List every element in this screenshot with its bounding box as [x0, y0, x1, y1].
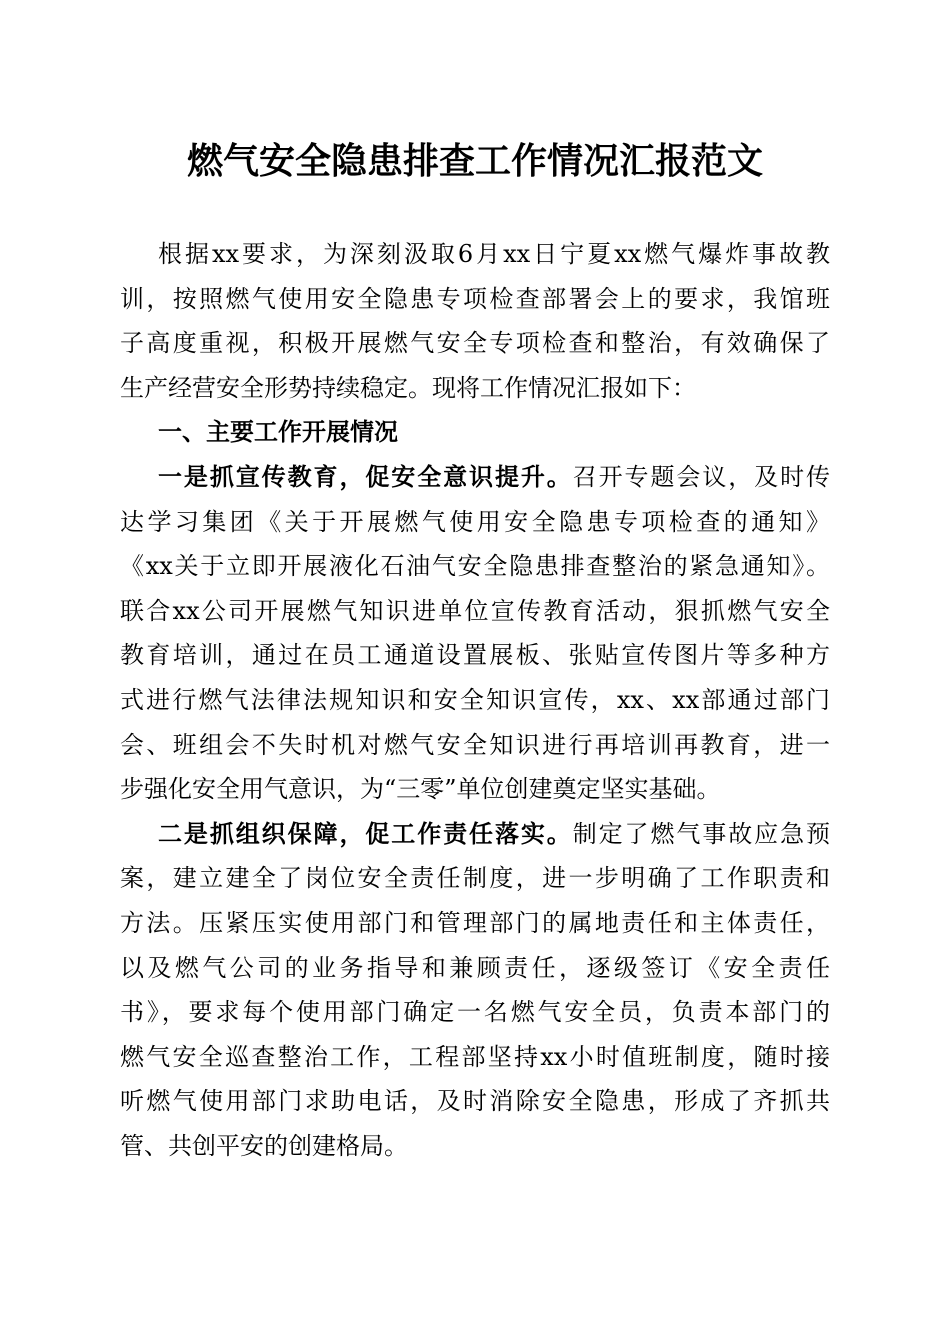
- para1-line: 会、班组会不失时机对燃气安全知识进行再培训再教育，进一: [120, 730, 830, 759]
- para2-line: 案，建立建全了岗位安全责任制度，进一步明确了工作职责和: [120, 864, 830, 893]
- intro-line: 训，按照燃气使用安全隐患专项检查部署会上的要求，我馆班: [120, 284, 830, 313]
- intro-line: 生产经营安全形势持续稳定。现将工作情况汇报如下：: [120, 373, 696, 402]
- para1-line: 达学习集团《关于开展燃气使用安全隐患专项检查的通知》: [120, 507, 830, 536]
- intro-line: 根据xx要求，为深刻汲取6月xx日宁夏xx燃气爆炸事故教: [158, 240, 830, 268]
- para1-first-rest: 召开专题会议，及时传: [572, 462, 830, 491]
- para2-lead: 二是抓组织保障，促工作责任落实。: [158, 818, 573, 848]
- section-heading: 一、主要工作开展情况: [158, 418, 398, 447]
- para1-line: 联合xx公司开展燃气知识进单位宣传教育活动，狠抓燃气安全: [120, 596, 830, 625]
- para2-line: 书》，要求每个使用部门确定一名燃气安全员，负责本部门的: [120, 998, 830, 1027]
- para2-first-rest: 制定了燃气事故应急预: [572, 819, 830, 848]
- para1-line: 《xx关于立即开展液化石油气安全隐患排查整治的紧急通知》。: [120, 552, 830, 581]
- intro-line: 子高度重视，积极开展燃气安全专项检查和整治，有效确保了: [120, 329, 830, 358]
- para2-line: 听燃气使用部门求助电话，及时消除安全隐患，形成了齐抓共: [120, 1087, 830, 1116]
- document-title: 燃气安全隐患排查工作情况汇报范文: [186, 140, 763, 182]
- document-body: [120, 232, 830, 1168]
- para1-line: 步强化安全用气意识，为“三零”单位创建奠定坚实基础。: [120, 775, 721, 804]
- para1-first-line: [120, 455, 830, 500]
- para1-lead: 一是抓宣传教育，促安全意识提升。: [158, 461, 573, 491]
- para1-line: 式进行燃气法律法规知识和安全知识宣传，xx、xx部通过部门: [120, 685, 830, 714]
- para1-line: 教育培训，通过在员工通道设置展板、张贴宣传图片等多种方: [120, 641, 830, 670]
- para2-line: 管、共创平安的创建格局。: [120, 1131, 408, 1160]
- para2-line: 以及燃气公司的业务指导和兼顾责任，逐级签订《安全责任: [120, 953, 830, 982]
- para2-first-line: [120, 812, 830, 857]
- para2-line: 燃气安全巡查整治工作，工程部坚持xx小时值班制度，随时接: [120, 1042, 830, 1071]
- para2-line: 方法。压紧压实使用部门和管理部门的属地责任和主体责任，: [120, 908, 830, 937]
